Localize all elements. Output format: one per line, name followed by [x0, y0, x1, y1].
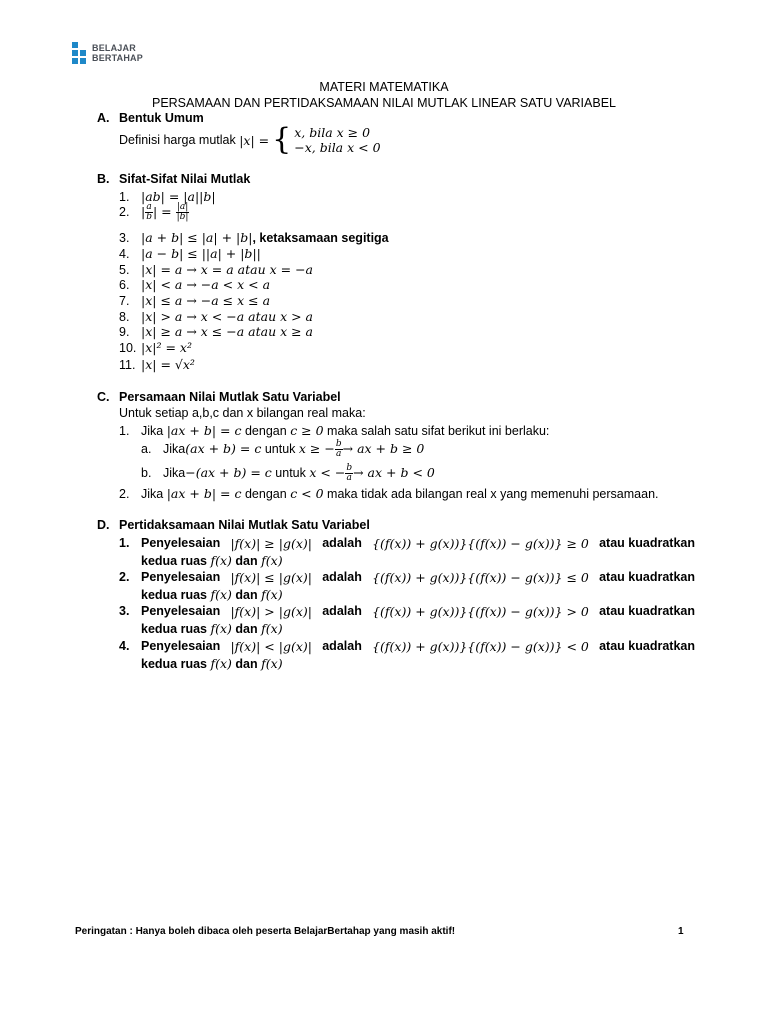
- property-number: 8.: [119, 310, 130, 324]
- item-number: 1.: [119, 424, 130, 438]
- text: adalah: [322, 536, 362, 550]
- formula: |f(x)| > |g(x)|: [230, 604, 312, 619]
- item-number: 2.: [119, 487, 130, 501]
- property-number: 6.: [119, 278, 130, 292]
- text: Penyelesaian: [141, 536, 221, 550]
- formula: |ax + b| = c: [166, 423, 242, 438]
- formula: |ax + b| = c: [166, 486, 242, 501]
- property-formula: |x| = √x²: [141, 357, 195, 372]
- fraction-denominator: b: [146, 212, 152, 222]
- logo-text: [92, 43, 143, 63]
- equation-case-2: [119, 486, 659, 501]
- item-number: a.: [141, 441, 152, 456]
- text: atau kuadratkan: [599, 604, 695, 618]
- formula: x < −: [309, 464, 346, 480]
- formula: {(f(x)) + g(x))}{(f(x)) − g(x))} ≥ 0: [372, 536, 589, 551]
- text: dengan: [244, 424, 287, 438]
- property-number: 9.: [119, 325, 130, 339]
- property-formula: |x|² = x²: [141, 340, 192, 355]
- text: Jika: [141, 487, 164, 501]
- formula: → ax + b < 0: [353, 464, 435, 480]
- formula: f(x): [261, 656, 283, 671]
- belajar-bertahap-logo-icon: [72, 42, 88, 64]
- section-d-title: Pertidaksamaan Nilai Mutlak Satu Variabel: [119, 518, 370, 532]
- section-c-title: Persamaan Nilai Mutlak Satu Variabel: [119, 390, 341, 404]
- fraction-numerator: b: [335, 439, 342, 449]
- property-3: [119, 230, 389, 245]
- logo: [72, 42, 143, 64]
- document-subtitle: PERSAMAAN DAN PERTIDAKSAMAAN NILAI MUTLAK LINEAR SATU VARIABEL: [151, 96, 616, 110]
- property-formula: |x| > a → x < −a atau x > a: [141, 309, 314, 324]
- property-formula: |x| ≤ a → −a ≤ x ≤ a: [141, 293, 271, 308]
- text: kedua ruas: [141, 657, 208, 671]
- definition-case-2: −x, bila x < 0: [294, 140, 381, 155]
- item-number: 1.: [119, 536, 130, 550]
- page-number: 1: [678, 926, 684, 937]
- fraction-denominator: a: [346, 473, 352, 483]
- property-formula: |x| ≥ a → x ≤ −a atau x ≥ a: [141, 324, 314, 339]
- text: Jika: [163, 441, 186, 456]
- text: atau kuadratkan: [599, 536, 695, 550]
- definition-case-1: x, bila x ≥ 0: [294, 125, 371, 140]
- property-formula: |a + b| ≤ |a| + |b|: [141, 230, 253, 245]
- text: dan: [235, 622, 258, 636]
- section-d-letter: D.: [97, 518, 110, 532]
- property-number: 1.: [119, 190, 130, 204]
- text: adalah: [322, 639, 362, 653]
- text: maka salah satu sifat berikut ini berlaku:: [327, 424, 550, 438]
- section-c-heading: [97, 390, 341, 404]
- formula: c < 0: [290, 486, 324, 501]
- item-number: b.: [141, 465, 152, 480]
- property-4: [119, 246, 261, 261]
- section-b-title: Sifat-Sifat Nilai Mutlak: [119, 172, 251, 186]
- fraction-numerator: a: [146, 202, 152, 212]
- formula: f(x): [210, 621, 232, 636]
- section-b-heading: [97, 172, 250, 186]
- fraction-numerator: |a|: [176, 202, 189, 212]
- text: dengan: [244, 487, 287, 501]
- text: Penyelesaian: [141, 604, 221, 618]
- section-a-letter: A.: [97, 111, 110, 125]
- property-formula: |a − b| ≤ ||a| + |b||: [141, 246, 261, 261]
- fraction-denominator: a: [336, 449, 342, 459]
- definition-label: Definisi harga mutlak: [119, 133, 236, 147]
- inequality-4-line-2: [141, 656, 283, 671]
- property-number: 7.: [119, 294, 130, 308]
- fraction: [176, 203, 190, 222]
- item-number: 2.: [119, 570, 130, 584]
- text: atau kuadratkan: [599, 639, 695, 653]
- formula: f(x): [210, 587, 232, 602]
- property-7: [119, 293, 270, 308]
- property-5: [119, 262, 313, 277]
- inequality-2-line-2: [141, 587, 283, 602]
- formula: f(x): [210, 553, 232, 568]
- text: Penyelesaian: [141, 570, 221, 584]
- text: atau kuadratkan: [599, 570, 695, 584]
- text: maka tidak ada bilangan real x yang memenuhi persamaan.: [327, 487, 659, 501]
- property-number: 3.: [119, 231, 130, 245]
- text: Jika: [163, 465, 186, 480]
- text: dan: [235, 657, 258, 671]
- text: untuk: [264, 441, 296, 456]
- formula: |f(x)| ≥ |g(x)|: [230, 536, 312, 551]
- document-title: MATERI MATEMATIKA: [319, 80, 449, 94]
- text: kedua ruas: [141, 554, 208, 568]
- property-number: 2.: [119, 205, 130, 219]
- property-2: [119, 203, 189, 222]
- formula: |f(x)| ≤ |g(x)|: [230, 570, 312, 585]
- property-number: 5.: [119, 263, 130, 277]
- brace: {: [272, 122, 292, 157]
- section-a-title: Bentuk Umum: [119, 111, 204, 125]
- property-11: [119, 357, 195, 372]
- text: kedua ruas: [141, 622, 208, 636]
- absolute-value-definition: [119, 122, 381, 157]
- item-number: 3.: [119, 604, 130, 618]
- fraction: [145, 203, 153, 222]
- property-10: [119, 340, 192, 355]
- property-9: [119, 324, 313, 339]
- fraction: [345, 464, 353, 483]
- property-formula: | $\frac{a}{b}$ | = $\frac{|a|}{|b|}$: [141, 202, 189, 222]
- inequality-3-line-2: [141, 621, 283, 636]
- logo-line-1: BELAJAR: [92, 43, 136, 53]
- formula: {(f(x)) + g(x))}{(f(x)) − g(x))} > 0: [372, 604, 589, 619]
- formula: f(x): [261, 553, 283, 568]
- property-1: [119, 189, 216, 204]
- formula: x ≥ −: [298, 440, 335, 456]
- formula: {(f(x)) + g(x))}{(f(x)) − g(x))} ≤ 0: [372, 570, 589, 585]
- inequality-1-line-1: [119, 536, 695, 551]
- property-number: 10.: [119, 341, 137, 355]
- formula: {(f(x)) + g(x))}{(f(x)) − g(x))} < 0: [372, 639, 589, 654]
- formula: |f(x)| < |g(x)|: [230, 639, 312, 654]
- formula: f(x): [261, 621, 283, 636]
- formula: f(x): [261, 587, 283, 602]
- section-b-letter: B.: [97, 172, 110, 186]
- property-formula: |ab| = |a||b|: [141, 189, 216, 204]
- text: Penyelesaian: [141, 639, 221, 653]
- text: untuk: [275, 465, 306, 480]
- property-6: [119, 277, 270, 292]
- text: kedua ruas: [141, 588, 208, 602]
- text: adalah: [322, 570, 362, 584]
- section-c-letter: C.: [97, 390, 110, 404]
- text: Jika: [141, 424, 164, 438]
- fraction-numerator: b: [346, 463, 353, 473]
- item-number: 4.: [119, 639, 130, 653]
- fraction-denominator: |b|: [176, 212, 189, 222]
- equation-case-1: [119, 423, 549, 438]
- definition-lhs: |x| =: [239, 132, 270, 148]
- inequality-1-line-2: [141, 553, 283, 568]
- equation-subcase-a: [141, 440, 424, 459]
- section-d-heading: [97, 518, 370, 532]
- inequality-4-line-1: [119, 639, 695, 654]
- text: dan: [235, 554, 258, 568]
- formula: → ax + b ≥ 0: [342, 440, 425, 456]
- section-c-intro: Untuk setiap a,b,c dan x bilangan real maka:: [119, 406, 366, 420]
- property-note: , ketaksamaan segitiga: [252, 231, 389, 245]
- logo-line-2: BERTAHAP: [92, 53, 143, 63]
- formula: −(ax + b) = c: [185, 464, 272, 480]
- footer-warning: Peringatan : Hanya boleh dibaca oleh peserta BelajarBertahap yang masih aktif!: [75, 926, 456, 937]
- equation-subcase-b: [141, 464, 435, 483]
- section-a-heading: [97, 111, 204, 125]
- property-8: [119, 309, 313, 324]
- inequality-3-line-1: [119, 604, 695, 619]
- property-number: 4.: [119, 247, 130, 261]
- inequality-2-line-1: [119, 570, 695, 585]
- property-formula: |x| < a → −a < x < a: [141, 277, 271, 292]
- formula: f(x): [210, 656, 232, 671]
- formula: c ≥ 0: [290, 423, 324, 438]
- fraction: [335, 440, 343, 459]
- property-number: 11.: [119, 358, 136, 372]
- formula: (ax + b) = c: [185, 440, 262, 456]
- text: adalah: [322, 604, 362, 618]
- property-formula: |x| = a → x = a atau x = −a: [141, 262, 314, 277]
- text: dan: [235, 588, 258, 602]
- definition-cases: [294, 125, 380, 155]
